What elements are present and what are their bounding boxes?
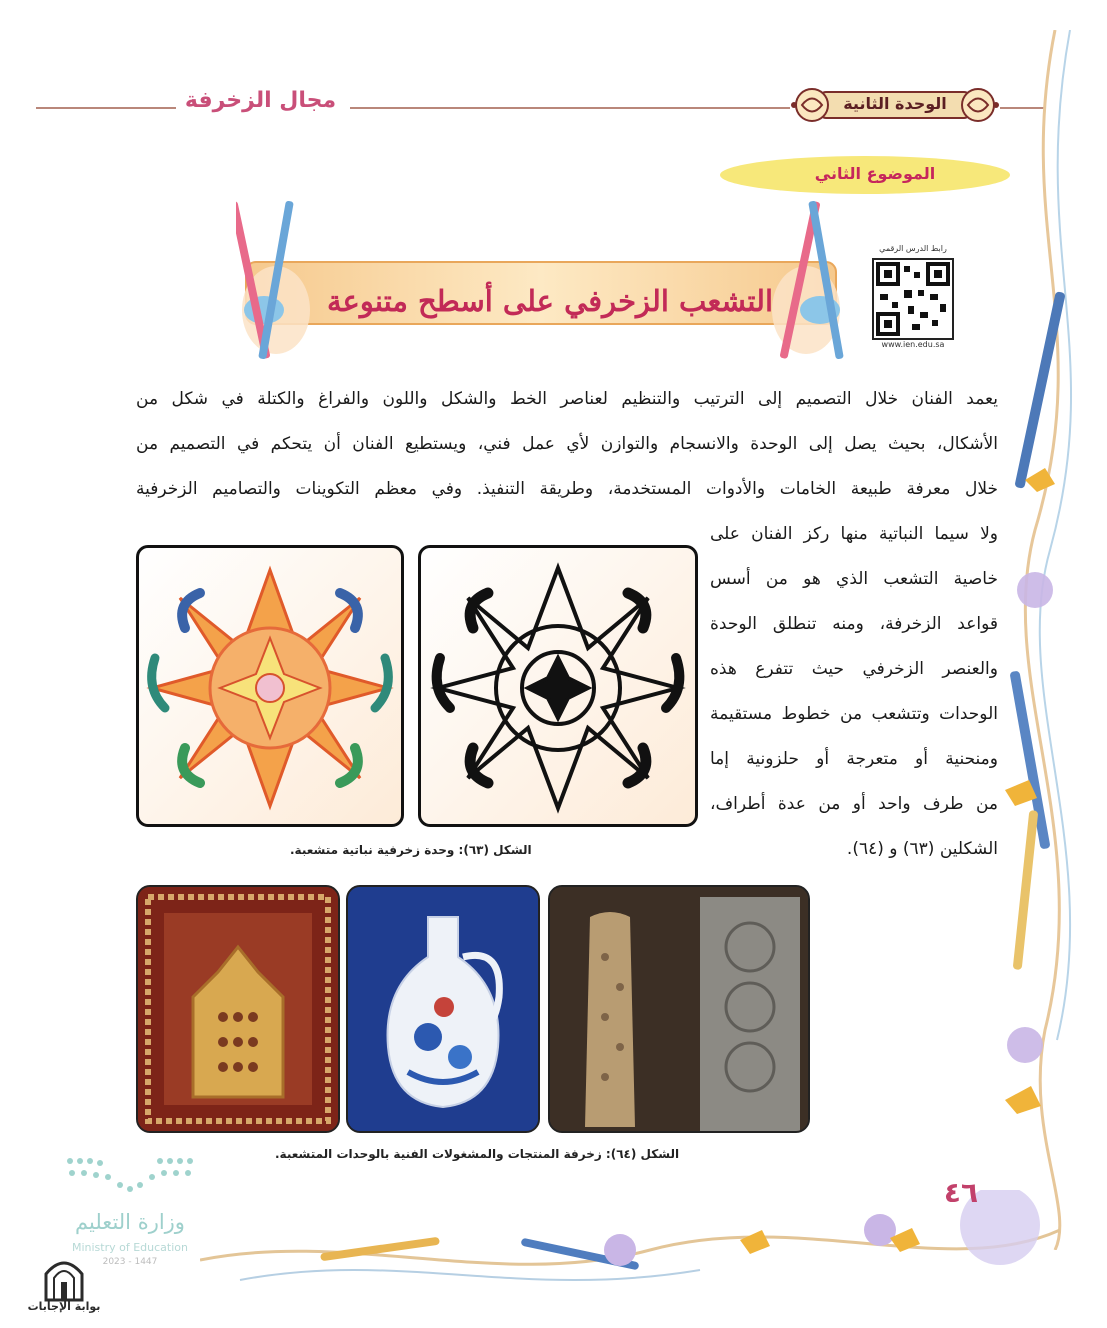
- black-rosette-icon: [421, 548, 695, 824]
- qr-code-icon: [874, 260, 952, 338]
- paragraph-line: الأشكال، بحيث يصل إلى الوحدة والانسجام والتوازن لأي عمل فني، ويستطيع الفنان أن يتحكم في التصميم من: [136, 434, 998, 454]
- floral-border-decoration: [995, 30, 1107, 1250]
- header-rule-left: [36, 107, 176, 109]
- figure64-stone-carving-photo: [548, 885, 810, 1133]
- prayer-rug-image: [138, 887, 338, 1131]
- ministry-name-english: Ministry of Education: [71, 1241, 188, 1254]
- qr-caption: رابط الدرس الرقمي: [879, 244, 947, 253]
- paragraph-line: ومنحنية أو متعرجة أو حلزونية إما: [710, 749, 998, 769]
- figure64-rug-photo: [136, 885, 340, 1133]
- header-rule-middle: [350, 107, 790, 109]
- figure63-black-ornament: [418, 545, 698, 827]
- paragraph-line: والعنصر الزخرفي حيث تتفرع هذه: [710, 659, 998, 679]
- figure63-caption: الشكل (٦٣): وحدة زخرفية نباتية متشعبة.: [290, 843, 532, 857]
- branching-paragraph: [710, 512, 998, 872]
- portal-label[interactable]: بوابة الإجابات: [27, 1300, 101, 1313]
- ministry-logo-icon: [60, 1153, 200, 1203]
- qr-url[interactable]: www.ien.edu.sa: [881, 340, 945, 349]
- figure64-jug-photo: [346, 885, 540, 1133]
- paragraph-line: من طرف واحد أو من عدة أطراف،: [710, 794, 998, 814]
- intro-paragraph: [136, 377, 998, 512]
- carved-stone-image: [550, 887, 808, 1131]
- paragraph-line: قواعد الزخرفة، ومنه تنطلق الوحدة: [710, 614, 998, 634]
- portal-logo-icon: [42, 1256, 86, 1302]
- paragraph-line: ولا سيما النباتية منها ركز الفنان على: [710, 524, 998, 544]
- lesson-title: التشعب الزخرفي على أسطح متنوعة: [326, 284, 774, 318]
- field-title: مجال الزخرفة: [184, 88, 337, 113]
- topic-label: الموضوع الثاني: [814, 164, 936, 183]
- figure64-caption: الشكل (٦٤): زخرفة المنتجات والمشغولات الفنية بالوحدات المتشعبة.: [275, 1147, 680, 1161]
- paragraph-line: خلال معرفة طبيعة الخامات والأدوات المستخدمة، وطريقة التنفيذ. وفي معظم التكوينات والتصاميم الزخرفية: [136, 479, 998, 499]
- unit-title: الوحدة الثانية: [843, 94, 947, 113]
- paragraph-line: الشكلين (٦٣) و (٦٤).: [846, 839, 998, 859]
- paragraph-line: خاصية التشعب الذي هو من أسس: [710, 569, 998, 589]
- ceramic-jug-image: [348, 887, 538, 1131]
- figure63-color-ornament: [136, 545, 404, 827]
- qr-code[interactable]: [872, 258, 954, 340]
- page-number: ٤٦: [943, 1176, 979, 1209]
- ministry-name-arabic: وزارة التعليم: [75, 1210, 185, 1234]
- ministry-year: 2023 - 1447: [102, 1257, 158, 1267]
- paragraph-line: الوحدات وتتشعب من خطوط مستقيمة: [710, 704, 998, 724]
- colored-rosette-icon: [139, 548, 401, 824]
- paragraph-line: يعمد الفنان خلال التصميم إلى الترتيب والتنظيم لعناصر الخط والشكل واللون والفراغ والكتلة في شكل من: [136, 389, 998, 409]
